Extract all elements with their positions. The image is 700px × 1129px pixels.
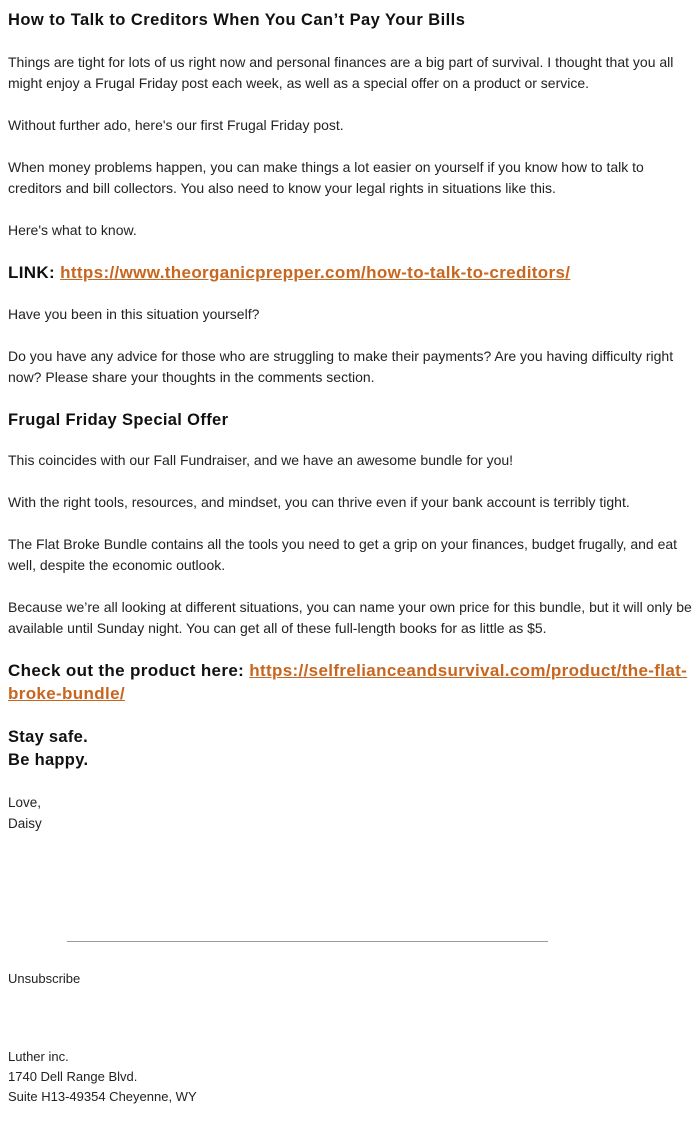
signoff: Love, (8, 795, 42, 810)
address-line-2: Suite H13-49354 Cheyenne, WY (8, 1089, 197, 1104)
article-link[interactable]: https://www.theorganicprepper.com/how-to-talk-to-creditors/ (60, 263, 571, 282)
product-link-line (8, 659, 694, 705)
question-paragraph-1: Have you been in this situation yourself? (8, 306, 260, 322)
article-link-line (8, 261, 694, 284)
signature: Daisy (8, 816, 42, 831)
intro-paragraph-3: When money problems happen, you can make things a lot easier on yourself if you know how to talk to creditors and bill collectors. You also need to know your legal rights in situations like this. (8, 159, 644, 196)
closing-line-2: Be happy. (8, 751, 89, 769)
offer-paragraph-1: This coincides with our Fall Fundraiser, and we have an awesome bundle for you! (8, 452, 514, 468)
unsubscribe-link[interactable]: Unsubscribe (8, 971, 81, 986)
address-line-1: 1740 Dell Range Blvd. (8, 1069, 138, 1084)
question-paragraph-2: Do you have any advice for those who are struggling to make their payments? Are you having difficulty right now? Please share your thoughts in the comments section. (8, 348, 674, 385)
article-title: How to Talk to Creditors When You Can’t Pay Your Bills (8, 11, 466, 29)
closing-line-1: Stay safe. (8, 728, 89, 746)
email-body (8, 0, 694, 834)
offer-heading: Frugal Friday Special Offer (8, 411, 229, 429)
intro-paragraph-4: Here's what to know. (8, 222, 137, 238)
intro-paragraph-1: Things are tight for lots of us right now and personal finances are a big part of survival. I thought that you all might enjoy a Frugal Friday post each week, as well as a special offer on a product or service. (8, 54, 674, 91)
company-name: Luther inc. (8, 1049, 69, 1064)
offer-paragraph-2: With the right tools, resources, and mindset, you can thrive even if your bank account is terribly tight. (8, 494, 630, 510)
offer-paragraph-4: Because we’re all looking at different situations, you can name your own price for this bundle, but it will only be available until Sunday night. You can get all of these full-length books for as little as $5. (8, 599, 692, 636)
product-label: Check out the product here: (8, 661, 245, 680)
footer-divider (67, 941, 548, 942)
footer-address (8, 1047, 197, 1107)
offer-paragraph-3: The Flat Broke Bundle contains all the tools you need to get a grip on your finances, budget frugally, and eat well, despite the economic outlook. (8, 536, 678, 573)
intro-paragraph-2: Without further ado, here's our first Frugal Friday post. (8, 117, 344, 133)
link-label: LINK: (8, 263, 56, 282)
product-link[interactable]: https://selfrelianceandsurvival.com/product/the-flat-broke-bundle/ (8, 661, 688, 703)
